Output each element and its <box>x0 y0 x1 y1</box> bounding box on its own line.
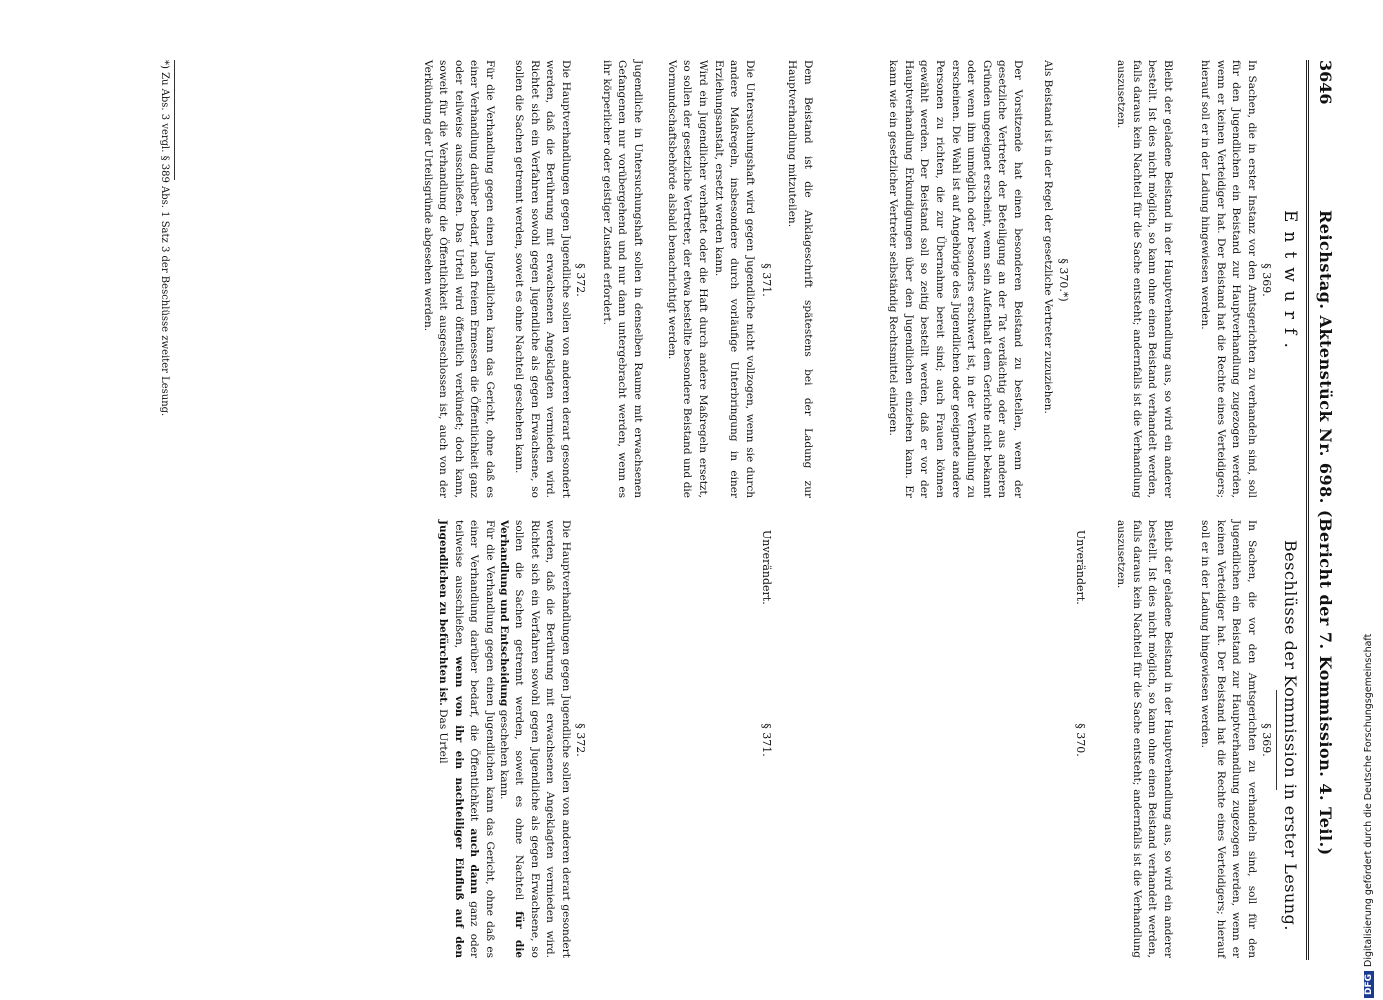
draft-column-title: Entwurf. <box>1280 210 1300 357</box>
resolutions-s369-heading: § 369. <box>1260 723 1273 757</box>
resolutions-s372-para2-middle: ganz oder teilweise ausschließen, <box>452 520 481 958</box>
dfg-logo: DFG <box>1364 971 1374 998</box>
draft-s369-heading: § 369. <box>1260 263 1273 297</box>
digitization-credit-text: Digitalisierung gefördert durch die Deutsche Forschungsgemeinschaft <box>1363 633 1374 967</box>
resolutions-s372-para2 <box>435 520 497 958</box>
footnote: *) Zu Abs. 3 vergl. § 389 Abs. 1 Satz 3 der Beschlüsse zweiter Lesung. <box>159 60 170 417</box>
resolutions-s369-text: In Sachen, die vor den Amtsgerichten zu verhandeln sind, soll für den Jugendlichen ein Beistand zur Hauptverhandlung zugezogen werden, wenn er keinen Verteidiger hat. Der Beistand hat die Rechte eines Verteidigers; hierauf soll er in der Ladung hingewiesen werden. <box>1199 520 1258 958</box>
draft-s369-para2: Bleibt der geladene Beistand in der Hauptverhandlung aus, so wird ein anderer bestellt. Ist dies nicht möglich, so kann ohne einen Beistand verhandelt werden, falls daraus kein Nachteil für die Sache entsteht; andernfalls ist die Verhandlung auszusetzen. <box>1115 60 1174 498</box>
resolutions-s370-heading: § 370. <box>1074 723 1087 757</box>
resolutions-column-title: Beschlüsse der Kommission in erster Lesung. <box>1281 540 1300 931</box>
draft-s370-para2: Der Vorsitzende hat einen besonderen Beistand zu bestellen, wenn der gesetzliche Vertreter der Beteiligung an der Tat verdächtig oder aus anderen Gründen ungeeignet erscheint, wenn sein Aufenthalt dem Gerichte nicht bekannt oder wenn ihm unmöglich oder besonders erschwert ist, in der Verhandlung zu erscheinen. Die Wahl ist auf Angehörige des Jugendlichen oder geeignete andere Personen zu richten, die zur Übernahme bereit sind; auch Frauen können gewählt werden. Der Beistand soll so zeitig bestellt werden, daß er vor der Hauptverhandlung Erkundigungen über den Jugendlichen einziehen kann. Er kann wie ein gesetzlicher Vertreter selbständig Rechtsmittel einlegen. <box>887 60 1024 498</box>
resolutions-s372-para1-text: Die Hauptverhandlungen gegen Jugendliche sollen von anderen derart gesondert werden, daß die Berührung mit erwachsenen Angeklagten vermieden wird. Richtet sich ein Verfahren sowohl gegen Jugendliche als gegen Erwachsene, so sollen die Sachen getrennt werden, soweit es ohne Nachteil <box>513 520 572 958</box>
draft-s371-para2: Wird ein Jugendlicher verhaftet oder die Haft durch andere Maßregeln ersetzt, so sollen der gesetzliche Vertreter, der etwa bestellte besondere Beistand und die Vormundschaftsbehörde alsbald benachrichtigt werden. <box>665 60 709 498</box>
resolutions-s371-heading: § 371. <box>760 723 773 757</box>
footnote-rule <box>174 60 175 180</box>
resolutions-s372-heading: § 372. <box>574 723 587 757</box>
draft-s371-heading: § 371. <box>760 263 773 297</box>
digitization-credit <box>1363 634 1374 998</box>
resolutions-s372-para2-text: Für die Verhandlung gegen einen Jugendlichen kann das Gericht, ohne daß es einer Verhandlung darüber bedarf, die Öffentlichkeit <box>468 520 496 958</box>
page-number: 3646 <box>1316 60 1335 105</box>
resolutions-s372-para1 <box>495 520 573 958</box>
draft-s372-para2: Für die Verhandlung gegen einen Jugendlichen kann das Gericht, ohne daß es einer Verhandlung darüber bedarf, nach freiem Ermessen die Öffentlichkeit ganz oder teilweise ausschließen. Das Urteil wird öffentlich verkündet; doch kann, soweit für die Verhandlung die Öffentlichkeit ausgeschlossen ist, auch von der Verkündung der Urteilsgründe abgesehen werden. <box>421 60 496 498</box>
resolutions-s370-text: Unverändert. <box>1074 530 1087 605</box>
resolutions-s372-para2-amendment-2: wenn von ihr ein nachteiliger Einfluß auf den Jugendlichen zu befürchten ist. <box>437 520 465 959</box>
resolutions-s372-para1-end: geschehen kann. <box>497 706 510 800</box>
resolutions-s372-para2-amendment-1: auch dann <box>468 828 481 894</box>
draft-s372-heading: § 372. <box>574 263 587 297</box>
draft-s371-para1: Die Untersuchungshaft wird gegen Jugendliche nicht vollzogen, wenn sie durch andere Maßregeln, insbesondere durch vorläufige Unterbringung in einer Erziehungsanstalt, ersetzt werden kann. <box>712 60 756 498</box>
draft-s370-para3: Dem Beistand ist die Anklageschrift spätestens bei der Ladung zur Hauptverhandlung mitzuteilen. <box>786 60 814 498</box>
resolutions-s371-text: Unverändert. <box>760 530 773 605</box>
running-header: Reichstag. Aktenstück Nr. 698. (Bericht der 7. Kommission. 4. Teil.) <box>1316 210 1335 856</box>
title-underline <box>1276 690 1277 790</box>
rotated-document-page <box>65 60 1335 960</box>
draft-s371-para3: Jugendliche in Untersuchungshaft sollen in denselben Raume mit erwachsenen Gefangenen nur vorübergehend und nur dann untergebracht werden, wenn es ihr körperlicher oder geistiger Zustand erfordert. <box>600 60 644 498</box>
draft-s370-para1: Als Beistand ist in der Regel der gesetzliche Vertreter zuzuziehen. <box>1042 60 1054 414</box>
draft-s369-text: In Sachen, die in erster Instanz vor den Amtsgerichten zu verhandeln sind, soll für den Jugendlichen ein Beistand zur Hauptverhandlung zugezogen werden, wenn er keinen Verteidiger hat. Der Beistand hat die Rechte eines Verteidigers; hierauf soll er in der Ladung hingewiesen werden. <box>1199 60 1258 498</box>
resolutions-s369-para2: Bleibt der geladene Beistand in der Hauptverhandlung aus, so wird ein anderer bestellt. Ist dies nicht möglich, so kann ohne einen Beistand verhandelt werden, falls daraus kein Nachteil für die Sache entsteht; andernfalls ist die Verhandlung auszusetzen. <box>1115 520 1174 958</box>
header-rule <box>1306 60 1309 960</box>
draft-s372-para1: Die Hauptverhandlungen gegen Jugendliche sollen von anderen derart gesondert werden, daß die Berührung mit erwachsenen Angeklagten vermieden wird. Richtet sich ein Verfahren sowohl gegen Jugendliche als gegen Erwachsene, so sollen die Sachen getrennt werden, soweit es ohne Nachteil geschehen kann. <box>513 60 572 498</box>
resolutions-s372-para1-amendment: für die Verhandlung und Entscheidung <box>497 520 526 958</box>
resolutions-s372-para2-end: Das Urteil <box>437 705 450 764</box>
draft-s370-heading: § 370.*) <box>1057 258 1070 302</box>
